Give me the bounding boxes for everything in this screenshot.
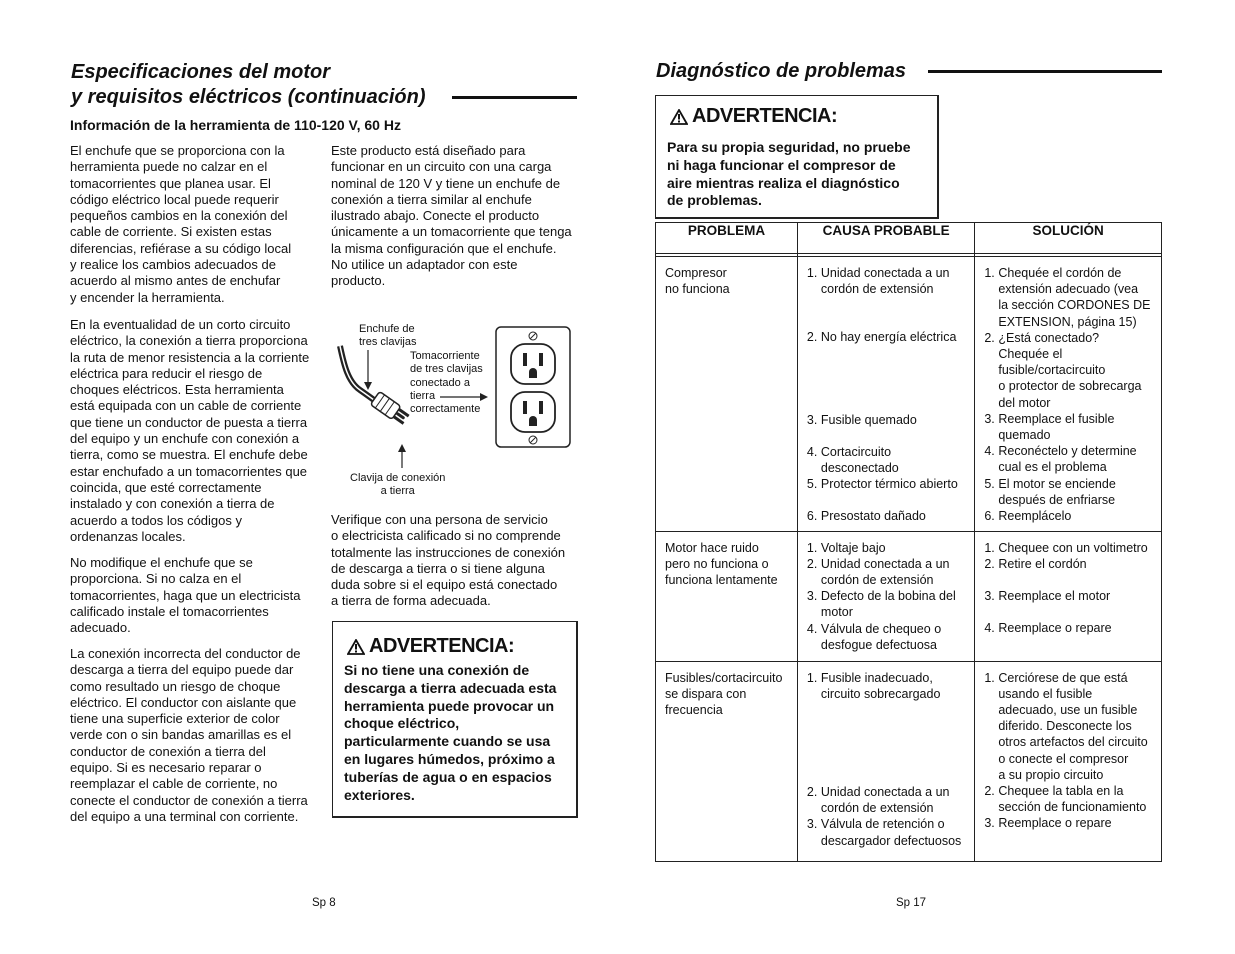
left-title-rule: [452, 96, 577, 99]
item-number: 4.: [984, 444, 995, 459]
item-text: Reemplácelo: [998, 509, 1072, 524]
list-item: [807, 540, 970, 556]
header-cause: CAUSA PROBABLE: [797, 223, 974, 254]
item-number: 5.: [984, 476, 995, 491]
item-number: 2.: [806, 556, 818, 571]
item-text: Reconéctelo y determine cual es el problema: [998, 444, 1137, 475]
list-item: [807, 816, 970, 848]
item-number: 2.: [984, 784, 995, 799]
left-col1-para2: En la eventualidad de un corto circuito eléctrico, la conexión a tierra proporciona la ruta de menor resistencia a la corriente eléctrica para reducir el riesgo de choques eléctricos. Esta herramienta está equipada con un cable de corriente que tiene un conductor de puesta a tierra del equipo y un enchufe con conexión a tierra, como se muestra. El enchufe debe estar enchufado a un tomacorrientes que coincida, que esté correctamente instalado y con conexión a tierra de acuerdo a todos los códigos y ordenanzas locales.: [70, 317, 310, 544]
item-number: 1.: [806, 540, 818, 555]
table-row: [656, 257, 1162, 532]
item-text: ¿Está conectado? Chequée el fusible/cortacircuito o protector de sobrecarga del motor: [998, 330, 1142, 410]
left-col2-para2: Verifique con una persona de servicio o electricista calificado si no comprende totalmente las instrucciones de conexión de descarga a tierra o si tiene alguna duda sobre si el equipo está conectado a tierra de forma adecuada.: [331, 512, 566, 609]
cause-cell: [797, 531, 974, 661]
grounding-warning-heading: [347, 635, 514, 658]
item-number: 1.: [806, 670, 818, 685]
problem-cell: [656, 661, 798, 861]
grounded-plug-diagram: [330, 320, 580, 500]
item-text: Reemplace el motor: [998, 589, 1111, 604]
list-item: [807, 588, 970, 620]
item-text: Defecto de la bobina del motor: [820, 589, 956, 620]
list-item: [807, 670, 970, 702]
list-item: [984, 508, 1157, 524]
item-text: Unidad conectada a un cordón de extensión: [820, 266, 950, 297]
item-number: 3.: [806, 412, 818, 427]
item-text: Válvula de chequeo o desfogue defectuosa: [820, 621, 942, 652]
item-text: Unidad conectada a un cordón de extensión: [820, 785, 950, 816]
item-text: El motor se enciende después de enfriarse: [998, 476, 1116, 507]
item-text: Retire el cordón: [998, 556, 1087, 571]
problem-cell: [656, 531, 798, 661]
problem-text: Fusibles/cortacircuito se dispara con frecuencia: [665, 670, 783, 718]
right-title-rule: [928, 70, 1162, 73]
right-title: Diagnóstico de problemas: [656, 60, 907, 82]
problem-text: Motor hace ruido pero no funciona o funciona lentamente: [665, 540, 778, 588]
list-item: [807, 556, 970, 588]
right-page-number: Sp 17: [896, 897, 927, 909]
left-col1-para3: No modifique el enchufe que se proporciona. Si no calza en el tomacorrientes, haga que un electricista calificado instale el tomacorrientes adecuado.: [70, 555, 301, 636]
plug-label: Enchufe de tres clavijas: [359, 323, 417, 349]
left-page-number: Sp 8: [312, 897, 336, 909]
item-number: 6.: [984, 509, 995, 524]
item-text: Fusible quemado: [820, 412, 917, 427]
item-number: 1.: [984, 670, 995, 685]
grounding-warning-box: [332, 621, 578, 818]
list-item: [807, 265, 970, 297]
list-item: [984, 476, 1157, 508]
solution-cell: [975, 661, 1162, 861]
left-title-line1: Especificaciones del motor: [71, 61, 330, 83]
list-item: [807, 444, 970, 476]
item-text: Fusible inadecuado, circuito sobrecargado: [820, 670, 941, 701]
item-number: 3.: [984, 411, 995, 426]
list-item: [984, 670, 1157, 783]
item-number: 3.: [984, 589, 995, 604]
list-item: [984, 556, 1157, 572]
item-text: Presostato dañado: [820, 509, 926, 524]
item-number: 3.: [984, 816, 995, 831]
item-text: Protector térmico abierto: [820, 477, 958, 492]
table-header-row: [656, 223, 1162, 254]
header-problem: PROBLEMA: [656, 223, 798, 254]
item-number: 1.: [806, 266, 818, 280]
troubleshooting-warning-text: Para su propia seguridad, no pruebe ni haga funcionar el compresor de aire mientras realiza el diagnóstico de problemas.: [667, 139, 911, 209]
solution-cell: [975, 257, 1162, 532]
header-solution: SOLUCIÓN: [975, 223, 1162, 254]
list-item: [984, 783, 1157, 815]
item-text: Chequée el cordón de extensión adecuado (vea la sección CORDONES DE EXTENSION, página 15): [998, 266, 1151, 329]
item-text: Cerciórese de que está usando el fusible adecuado, use un fusible diferido. Desconecte los otros artefactos del circuito o conecte el compresor a su propio circuito: [998, 670, 1148, 782]
list-item: [984, 443, 1157, 475]
voltage-subheading: Información de la herramienta de 110-120 V, 60 Hz: [70, 117, 401, 133]
item-number: 4.: [806, 444, 818, 459]
item-text: Chequee con un voltimetro: [998, 540, 1148, 555]
cause-cell: [797, 661, 974, 861]
list-item: [807, 621, 970, 653]
troubleshooting-warning-box: [655, 95, 939, 219]
troubleshooting-warning-title: ADVERTENCIA:: [692, 105, 838, 127]
list-item: [984, 620, 1157, 636]
item-text: Chequee la tabla en la sección de funcionamiento: [998, 784, 1147, 815]
item-number: 3.: [806, 589, 818, 604]
item-number: 5.: [806, 477, 818, 492]
item-text: Reemplace o repare: [998, 816, 1112, 831]
left-col1-para4: La conexión incorrecta del conductor de descarga a tierra del equipo puede dar como resultado un riesgo de choque eléctrico. El conductor con aislante que tiene una superficie exterior de color verde con o sin bandas amarillas es el conductor de conexión a tierra del equipo. Si es necesario reparar o reemplazar el cable de corriente, no conecte el conductor de conexión a tierra del equipo a una terminal con corriente.: [70, 646, 308, 824]
grounding-warning-text: Si no tiene una conexión de descarga a tierra adecuada esta herramienta puede provocar un choque eléctrico, particularmente cuando se usa en lugares húmedos, próximo a tuberías de agua o en espacios exteriores.: [344, 662, 557, 803]
item-number: 3.: [806, 817, 818, 832]
item-text: Reemplace o repare: [998, 621, 1112, 636]
list-item: [807, 784, 970, 816]
list-item: [984, 330, 1157, 411]
troubleshooting-warning-heading: [670, 105, 837, 128]
item-number: 2.: [806, 330, 818, 345]
list-item: [984, 540, 1157, 556]
list-item: [984, 265, 1157, 330]
list-item: [807, 508, 970, 524]
outlet-label: Tomacorriente de tres clavijas conectado a tierra correctamente: [410, 350, 483, 416]
item-text: Reemplace el fusible quemado: [998, 411, 1115, 443]
list-item: [984, 815, 1157, 831]
item-text: Unidad conectada a un cordón de extensión: [820, 556, 950, 588]
grounding-warning-title: ADVERTENCIA:: [369, 635, 515, 657]
item-text: Cortacircuito desconectado: [820, 444, 899, 476]
list-item: [807, 412, 970, 428]
table-row: [656, 661, 1162, 861]
item-number: 1.: [984, 266, 995, 280]
item-number: 1.: [984, 540, 995, 555]
item-number: 4.: [806, 621, 818, 636]
item-number: 2.: [984, 330, 995, 345]
item-text: Válvula de retención o descargador defectuosos: [820, 817, 962, 848]
list-item: [984, 411, 1157, 443]
item-number: 2.: [806, 785, 818, 800]
table-row: [656, 531, 1162, 661]
problem-text: Compresor no funciona: [665, 266, 730, 297]
ground-pin-label: Clavija de conexión a tierra: [350, 472, 446, 498]
solution-cell: [975, 531, 1162, 661]
left-title-line2: y requisitos eléctricos (continuación): [71, 86, 426, 108]
left-col1-para1: El enchufe que se proporciona con la herramienta puede no calzar en el tomacorrientes que planea usar. El código eléctrico local puede requerir pequeños cambios en la conexión del cable de corriente. Si existen estas diferencias, refiérase a su código local y realice los cambios adecuados de acuerdo al mismo antes de enchufar y encender la herramienta.: [70, 143, 292, 305]
warning-triangle-icon: [347, 639, 365, 655]
list-item: [807, 329, 970, 345]
warning-triangle-icon: [670, 109, 688, 125]
list-item: [807, 476, 970, 492]
item-number: 4.: [984, 621, 995, 636]
item-number: 6.: [806, 509, 818, 524]
problem-cell: [656, 257, 798, 532]
list-item: [984, 588, 1157, 604]
cause-cell: [797, 257, 974, 532]
plug-body: [370, 391, 410, 426]
troubleshooting-table: [655, 222, 1162, 862]
item-number: 2.: [984, 556, 995, 571]
left-col2-para1: Este producto está diseñado para funcionar en un circuito con una carga nominal de 120 V y tiene un enchufe de conexión a tierra similar al enchufe ilustrado abajo. Conecte el producto únicamente a un tomacorriente que tenga la misma configuración que el enchufe. No utilice un adaptador con este producto.: [331, 143, 572, 289]
item-text: No hay energía eléctrica: [820, 330, 957, 345]
item-text: Voltaje bajo: [820, 540, 886, 555]
